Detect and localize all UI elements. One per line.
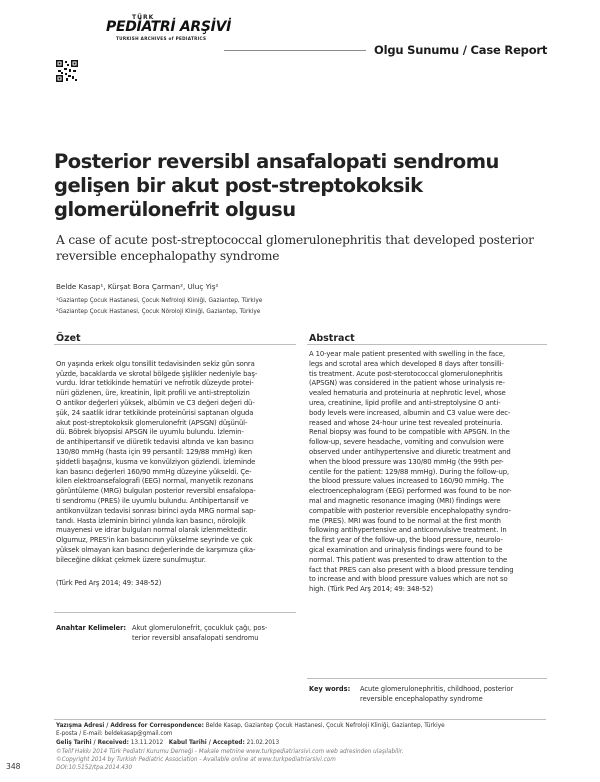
copyright-turkish: ©Telif Hakkı 2014 Türk Pediatri Kurumu Derneği - Makale metnine www.turkpediatriarsivi.com web adresinden ulaşılabilir.	[56, 749, 404, 755]
header-rule	[224, 50, 366, 51]
journal-logo-top: TÜRK	[132, 14, 155, 21]
accepted-label: Kabul Tarihi / Accepted:	[168, 740, 245, 746]
page-number: 348	[6, 762, 21, 771]
address-text: Belde Kasap, Gaziantep Çocuk Hastanesi, Çocuk Nefroloji Kliniği, Gaziantep, Türkiye	[205, 723, 445, 729]
copyright-english: ©Copyright 2014 by Turkish Pediatric Association - Available online at www.turkpediatriarsivi.com	[56, 757, 336, 763]
address-label: Yazışma Adresi / Address for Correspondence:	[56, 723, 204, 729]
abstract-rule	[307, 344, 547, 345]
abstract-keywords: Acute glomerulonephritis, childhood, posterior reversible encephalopathy syndrome	[360, 685, 514, 703]
article-title-turkish: Posterior reversibl ansafalopati sendromu gelişen bir akut post-streptokoksik glomerülonefrit olgusu	[54, 150, 499, 221]
journal-logo-subtitle: TURKISH ARCHIVES of PEDIATRICS	[116, 36, 207, 41]
abstract-body: A 10-year male patient presented with swelling in the face, legs and scrotal area which developed 8 days after tonsilli- tis treatment. Acute post-sterotococcal glomerulonephritis (APSGN) was considered in the patient whose urinalysis re- vealed hematuria and proteinuria at nephrotic level, whose urea, creatinine, lipid profile and anti-streptolysine O anti- body levels were increased, albumin and C3 value were dec- reased and whose 24-hour urine test revealed proteinuria. Renal biopsy was found to be compatible with APSGN. In the follow-up, severe headache, vomiting and convulsion were observed under antihypertensive and diuretic treatment and when the blood pressure was 130/80 mmHg (the 99th per- centile for the patient: 129/88 mmHg). During the follow-up, the blood pressure values increased to 160/90 mmHg. The electroencephalogram (EEG) performed was found to be nor- mal and magnetic resonance imaging (MRI) findings were compatible with posterior reversible encephalopathy syndro- me (PRES). MRI was found to be normal at the first month following antihypertensive and anticonvulsive treatment. In the first year of the follow-up, the blood pressure, neurolo- gical examination and urinalysis findings were found to be normal. This patient was presented to draw attention to the fact that PRES can also present with a blood pressure tending to increase and with blood pressure values which are not so high. (Türk Ped Arş 2014; 49: 348-52)	[309, 350, 514, 594]
footer-rule	[54, 719, 546, 720]
ozet-heading: Özet	[56, 333, 81, 344]
received-date: 13.11.2012	[130, 740, 164, 746]
affiliation-2: ²Gaziantep Çocuk Hastanesi, Çocuk Nöroloji Kliniği, Gaziantep, Türkiye	[56, 309, 261, 315]
ozet-keywords-rule	[54, 612, 296, 613]
abstract-heading: Abstract	[309, 333, 355, 344]
dates-line	[56, 740, 279, 746]
ozet-body	[56, 350, 296, 589]
correspondence-email: E-posta / E-mail: beldekasap@gmail.com	[56, 731, 173, 737]
journal-logo: PEDİATRİ ARŞİVİ	[106, 19, 232, 35]
doi: DOI:10.5152/tpa.2014.430	[56, 765, 133, 771]
abstract-keywords-label: Key words:	[309, 685, 351, 693]
received-label: Geliş Tarihi / Received:	[56, 740, 129, 746]
affiliation-1: ¹Gaziantep Çocuk Hastanesi, Çocuk Nefroloji Kliniği, Gaziantep, Türkiye	[56, 298, 263, 304]
ozet-keywords-label: Anahtar Kelimeler:	[56, 624, 127, 632]
abstract-keywords-rule	[307, 678, 547, 679]
qr-code-icon	[56, 60, 78, 82]
ozet-rule	[54, 344, 296, 345]
article-title-english: A case of acute post-streptococcal glomerulonephritis that developed posterior reversible encephalopathy syndrome	[56, 233, 534, 263]
author-list: Belde Kasap¹, Kürşat Bora Çarman², Uluç Yiş²	[56, 282, 219, 291]
ozet-citation: (Türk Ped Arş 2014; 49: 348-52)	[56, 579, 162, 588]
section-label: Olgu Sunumu / Case Report	[374, 43, 548, 57]
ozet-keywords: Akut glomerulonefrit, çocukluk çağı, pos- terior reversibl ansafalopati sendromu	[132, 624, 268, 642]
ozet-text: On yaşında erkek olgu tonsillit tedavisinden sekiz gün sonra yüzde, bacaklarda ve skrotal bölgede şişlikler nedeniyle baş- vurdu. İdrar tetkikinde hematüri ve nefrotik düzeyde protei- nüri gözlenen, üre, kreatinin, lipit profili ve anti-streptolizin O antikor değerleri yüksek, albümin ve C3 değeri değeri dü- şük, 24 saatlik idrar tetkikinde proteinürisi saptanan olguda akut post-streptokoksik glomerulonefrit (APSGN) düşünül- dü. Böbrek biyopsisi APSGN ile uyumlu bulundu. İzlemin- de antihipertansif ve diüretik tedavisi altında ve kan basıncı 130/80 mmHg (hasta için 99 persantil: 129/88 mmHg) iken şiddetli başağrısı, kusma ve konvülziyon gözlendi. İzleminde kan basıncı değerleri 160/90 mmHg düzeyine yükseldi. Çe- kilen elektroansefalografi (EEG) normal, manyetik rezonans görüntüleme (MRG) bulguları posterior reversibl ensafalopa- ti sendromu (PRES) ile uyumlu bulundu. Antihipertansif ve antikonvülzan tedavisi sonrası birinci ayda MRG normal sap- tandı. Hasta izleminin birinci yılında kan basıncı, nörolojik muayenesi ve idrar bulguları normal olarak izlenmektedir. Olgumuz, PRES'in kan basıncının yükselme seyrinde ve çok yüksek olmayan kan basıncı değerlerinde de karşımıza çıka- bileceğine dikkat çekmek üzere sunulmuştur.	[56, 359, 258, 564]
correspondence-address	[56, 723, 445, 729]
accepted-date: 21.02.2013	[246, 740, 280, 746]
